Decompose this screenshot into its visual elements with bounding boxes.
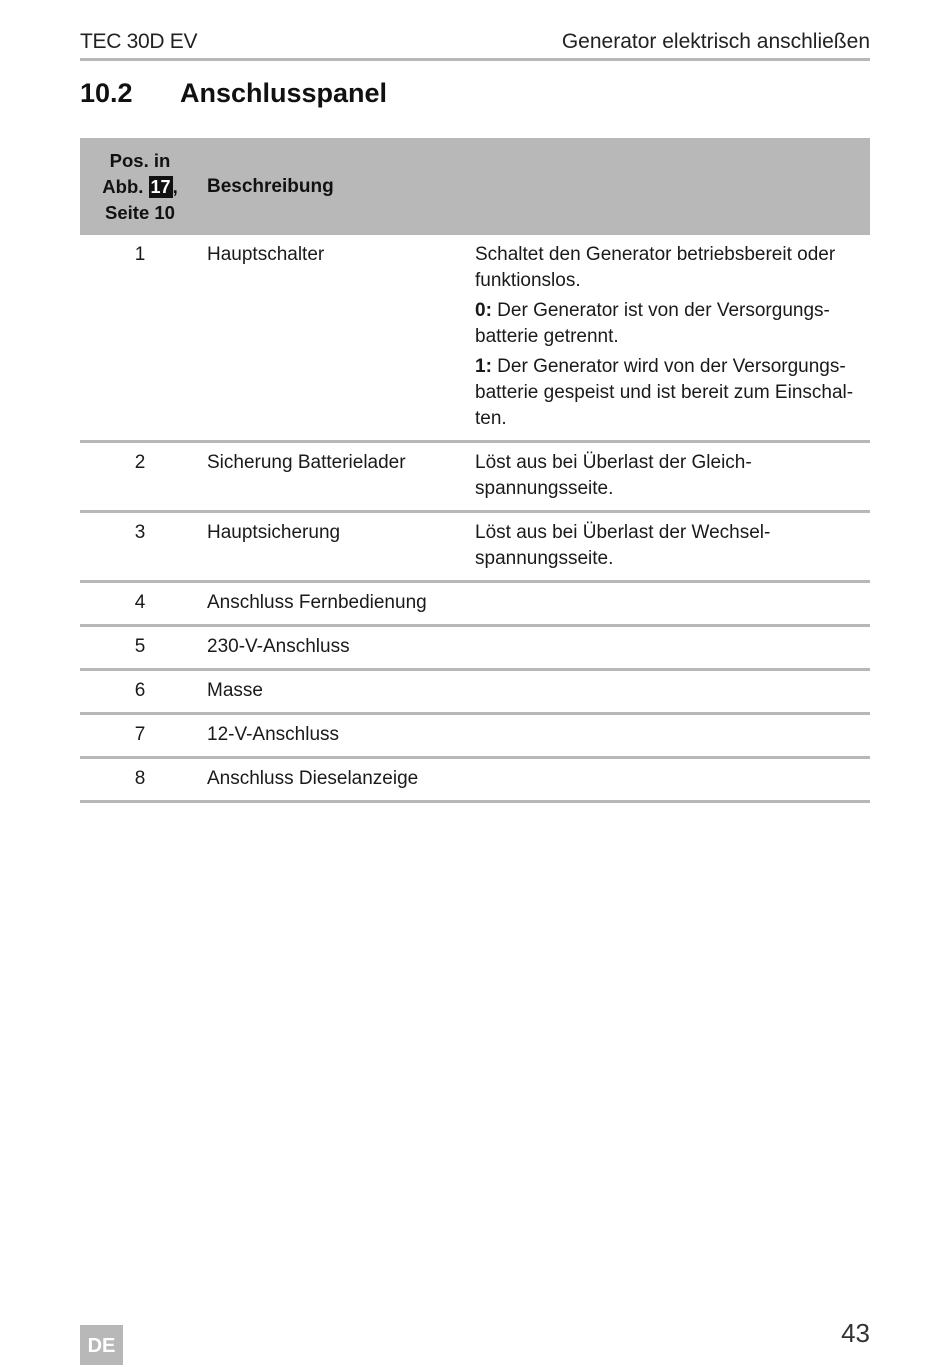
section-number: 10.2 bbox=[80, 78, 133, 108]
row-details bbox=[468, 442, 870, 512]
detail-paragraph bbox=[475, 520, 860, 572]
detail-text: Löst aus bei Überlast der Wechsel-spannungsseite. bbox=[475, 522, 771, 569]
detail-paragraph bbox=[475, 450, 860, 502]
row-component-name: Anschluss Fernbedienung bbox=[200, 582, 468, 626]
table-row bbox=[80, 442, 870, 512]
row-details bbox=[468, 670, 870, 714]
row-component-name: Hauptschalter bbox=[200, 235, 468, 442]
table-row bbox=[80, 235, 870, 442]
row-component-name: Masse bbox=[200, 670, 468, 714]
row-component-name: 12-V-Anschluss bbox=[200, 714, 468, 758]
header-pos-comma: , bbox=[172, 175, 178, 197]
page-number: 43 bbox=[841, 1318, 870, 1348]
connection-panel-table bbox=[80, 138, 870, 803]
detail-paragraph bbox=[475, 298, 860, 350]
detail-key: 0: bbox=[475, 300, 492, 321]
header-position bbox=[80, 138, 200, 235]
table-row bbox=[80, 512, 870, 582]
row-position: 2 bbox=[80, 442, 200, 512]
detail-text: Der Generator wird von der Versorgungs-batterie gespeist und ist bereit zum Einschal-ten. bbox=[475, 356, 854, 429]
row-position: 5 bbox=[80, 626, 200, 670]
header-pos-abb: Abb. bbox=[102, 175, 144, 197]
page-header bbox=[80, 28, 870, 61]
detail-key: 1: bbox=[475, 356, 492, 377]
detail-text: Der Generator ist von der Versorgungs-batterie getrennt. bbox=[475, 300, 830, 347]
row-position: 6 bbox=[80, 670, 200, 714]
table-header-row bbox=[80, 138, 870, 235]
section-title: Anschlusspanel bbox=[180, 78, 388, 108]
figure-reference-badge: 17 bbox=[150, 176, 171, 197]
row-component-name: Hauptsicherung bbox=[200, 512, 468, 582]
detail-text: Löst aus bei Überlast der Gleich-spannungsseite. bbox=[475, 452, 752, 499]
row-details bbox=[468, 582, 870, 626]
table-row bbox=[80, 582, 870, 626]
row-position: 8 bbox=[80, 758, 200, 802]
detail-text: Schaltet den Generator betriebsbereit oder funktionslos. bbox=[475, 244, 836, 291]
row-details bbox=[468, 235, 870, 442]
header-description: Beschreibung bbox=[200, 138, 870, 235]
row-component-name: 230-V-Anschluss bbox=[200, 626, 468, 670]
row-position: 7 bbox=[80, 714, 200, 758]
row-component-name: Anschluss Dieselanzeige bbox=[200, 758, 468, 802]
header-chapter: Generator elektrisch anschließen bbox=[561, 30, 870, 53]
detail-paragraph bbox=[475, 242, 860, 294]
language-badge: DE bbox=[80, 1325, 123, 1365]
detail-paragraph bbox=[475, 354, 860, 432]
row-details bbox=[468, 626, 870, 670]
header-pos-line3: Seite 10 bbox=[105, 201, 175, 223]
table-row bbox=[80, 758, 870, 802]
row-position: 1 bbox=[80, 235, 200, 442]
header-product: TEC 30D EV bbox=[80, 30, 198, 53]
row-details bbox=[468, 714, 870, 758]
table-row bbox=[80, 626, 870, 670]
table-row bbox=[80, 670, 870, 714]
row-component-name: Sicherung Batterielader bbox=[200, 442, 468, 512]
table-row bbox=[80, 714, 870, 758]
header-pos-line1: Pos. in bbox=[109, 149, 171, 171]
row-details bbox=[468, 512, 870, 582]
table-body bbox=[80, 235, 870, 802]
row-position: 3 bbox=[80, 512, 200, 582]
row-position: 4 bbox=[80, 582, 200, 626]
row-details bbox=[468, 758, 870, 802]
